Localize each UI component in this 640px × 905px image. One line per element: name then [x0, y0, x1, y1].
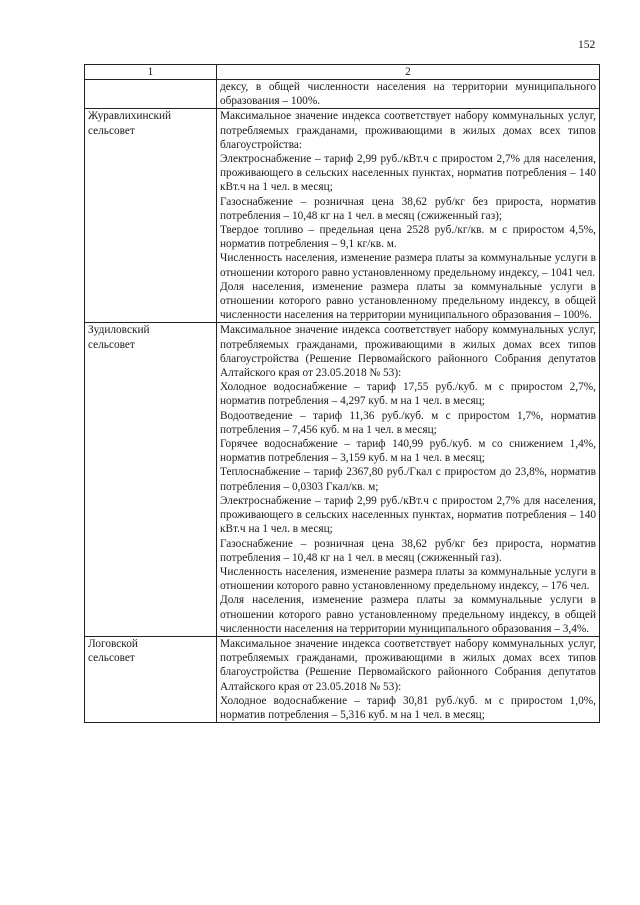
municipality-name-line: Логовской	[88, 637, 138, 650]
municipality-name-line: Журавлихинский	[88, 110, 172, 123]
municipality-cell	[85, 323, 217, 636]
description-paragraph: Электроснабжение – тариф 2,99 руб./кВт.ч с приростом 2,7% для населения, проживающего в сельских населенных пунктах, норматив потребления – 140 кВт.ч на 1 чел. в месяц;	[220, 494, 596, 536]
description-paragraph: Холодное водоснабжение – тариф 17,55 руб./куб. м с приростом 2,7%, норматив потребления – 4,297 куб. м на 1 чел. в месяц;	[220, 381, 596, 408]
municipality-cell	[85, 80, 217, 109]
description-cell	[217, 323, 600, 636]
description-paragraph: Твердое топливо – предельная цена 2528 руб./кг/кв. м с приростом 4,5%, норматив потребления – 9,1 кг/кв. м.	[220, 224, 596, 251]
page-number: 152	[578, 39, 596, 51]
description-paragraph: Водоотведение – тариф 11,36 руб./куб. м с приростом 1,7%, норматив потребления – 7,456 куб. м на 1 чел. в месяц;	[220, 409, 596, 436]
description-cell	[217, 80, 600, 109]
municipality-name-line: сельсовет	[88, 124, 135, 137]
description-paragraph: Максимальное значение индекса соответствует набору коммунальных услуг, потребляемых гражданами, проживающими в жилых домах всех типов благоустройства (Решение Первомайского районного Собрания депутатов Алтайского края от 23.05.2018 № 53):	[220, 324, 596, 380]
description-paragraph: Численность населения, изменение размера платы за коммунальные услуги в отношении которого равно установленному предельному индексу, – 176 чел.	[220, 565, 596, 593]
description-paragraph: Максимальное значение индекса соответствует набору коммунальных услуг, потребляемых гражданами, проживающими в жилых домах всех типов благоустройства (Решение Первомайского районного Собрания депутатов Алтайского края от 23.05.2018 № 53):	[220, 637, 596, 693]
description-paragraph: Холодное водоснабжение – тариф 30,81 руб./куб. м с приростом 1,0%, норматив потребления – 5,316 куб. м на 1 чел. в месяц;	[220, 694, 596, 721]
description-paragraph: Доля населения, изменение размера платы за коммунальные услуги в отношении которого равно установленному предельному индексу, в общей численности населения на территории муниципального образования – 3,4%.	[220, 594, 596, 635]
tariff-table	[84, 64, 600, 723]
table-header-row	[85, 65, 600, 80]
description-paragraph: Газоснабжение – розничная цена 38,62 руб/кг без прироста, норматив потребления – 10,48 кг на 1 чел. в месяц (сжиженный газ).	[220, 537, 596, 564]
table-row	[85, 636, 600, 722]
column-header-2: 2	[217, 65, 600, 80]
table-row	[85, 323, 600, 636]
municipality-cell	[85, 109, 217, 323]
municipality-cell	[85, 636, 217, 722]
column-header-1: 1	[85, 65, 217, 80]
description-paragraph: Газоснабжение – розничная цена 38,62 руб/кг без прироста, норматив потребления – 10,48 кг на 1 чел. в месяц (сжиженный газ);	[220, 195, 596, 222]
description-paragraph: Доля населения, изменение размера платы за коммунальные услуги в отношении которого равно установленному предельному индексу, в общей численности населения на территории муниципального образования – 100%.	[220, 280, 596, 322]
description-cell	[217, 636, 600, 722]
municipality-name-line: сельсовет	[88, 338, 135, 351]
description-cell	[217, 109, 600, 323]
municipality-name-line: сельсовет	[88, 652, 135, 665]
description-paragraph: дексу, в общей численности населения на территории муниципального образования – 100%.	[220, 81, 596, 108]
table-row	[85, 109, 600, 323]
description-paragraph: Теплоснабжение – тариф 2367,80 руб./Гкал с приростом до 23,8%, норматив потребления – 0,0303 Гкал/кв. м;	[220, 466, 596, 493]
municipality-name-line: Зудиловский	[88, 324, 150, 337]
description-paragraph: Электроснабжение – тариф 2,99 руб./кВт.ч с приростом 2,7% для населения, проживающего в сельских населенных пунктах, норматив потребления – 140 кВт.ч на 1 чел. в месяц;	[220, 153, 596, 194]
table-body	[85, 65, 600, 723]
description-paragraph: Горячее водоснабжение – тариф 140,99 руб./куб. м со снижением 1,4%, норматив потребления – 3,159 куб. м на 1 чел. в месяц;	[220, 438, 596, 465]
description-paragraph: Численность населения, изменение размера платы за коммунальные услуги в отношении которого равно установленному предельному индексу, – 1041 чел.	[220, 252, 596, 279]
description-paragraph: Максимальное значение индекса соответствует набору коммунальных услуг, потребляемых гражданами, проживающими в жилых домах всех типов благоустройства:	[220, 110, 596, 151]
table-row	[85, 80, 600, 109]
